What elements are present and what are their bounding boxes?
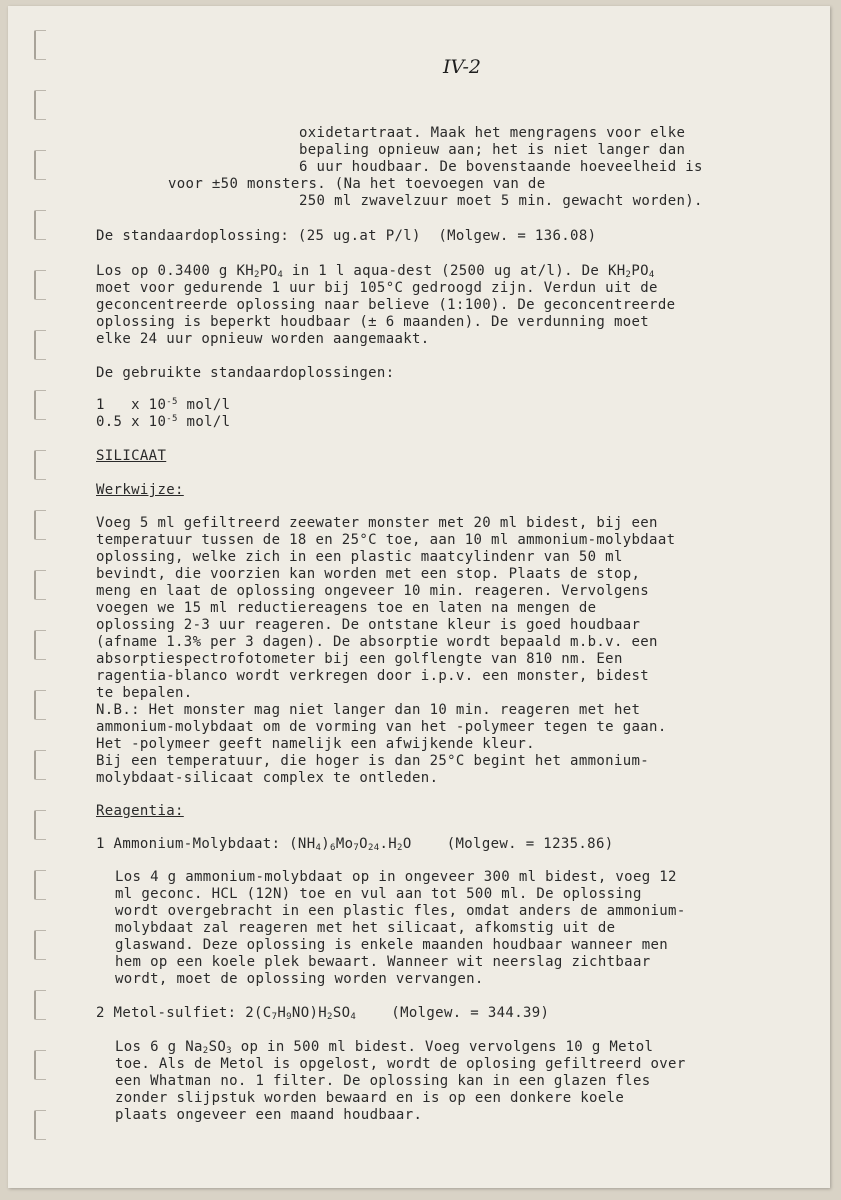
standard-solution-line xyxy=(96,263,655,280)
exponent: -5 xyxy=(166,414,178,424)
punch-hole xyxy=(34,570,46,600)
subscript: 4 xyxy=(648,270,655,280)
werkwijze-line: meng en laat de oplossing ongeveer 10 min. reageren. Vervolgens xyxy=(96,583,650,599)
standard-solution-line: oplossing is beperkt houdbaar (± 6 maanden). De verdunning moet xyxy=(96,314,650,330)
werkwijze-line: bevindt, die voorzien kan worden met een stop. Plaats de stop, xyxy=(96,566,641,582)
punch-hole xyxy=(34,690,46,720)
reagent-1-line: glaswand. Deze oplossing is enkele maanden houdbaar wanneer men xyxy=(115,937,669,953)
punch-hole xyxy=(34,1050,46,1080)
reagentia-heading: Reagentia: xyxy=(96,803,184,819)
intro-line: 250 ml zwavelzuur moet 5 min. gewacht worden). xyxy=(299,193,703,209)
werkwijze-line: ragentia-blanco wordt verkregen door i.p.v. een monster, bidest xyxy=(96,668,650,684)
silicaat-heading: SILICAAT xyxy=(96,448,167,464)
subscript: 4 xyxy=(277,270,284,280)
subscript: 2 xyxy=(202,1046,209,1056)
werkwijze-line: Bij een temperatuur, die hoger is dan 25°C begint het ammonium- xyxy=(96,753,650,769)
intro-line: voor ±50 monsters. (Na het toevoegen van de xyxy=(168,176,546,192)
text-run: 1 x 10 xyxy=(96,397,167,413)
page-number: IV-2 xyxy=(443,56,481,78)
text-run: NO)H xyxy=(291,1005,328,1021)
punch-hole xyxy=(34,150,46,180)
punch-hole xyxy=(34,270,46,300)
text-run: mol/l xyxy=(177,414,231,430)
text-run: PO xyxy=(259,263,278,279)
used-standards-heading: De gebruikte standaardoplossingen: xyxy=(96,365,395,381)
standard-solution-line: moet voor gedurende 1 uur bij 105°C gedroogd zijn. Verdun uit de xyxy=(96,280,658,296)
subscript: 4 xyxy=(350,1012,357,1022)
text-run: O (Molgew. = 1235.86) xyxy=(402,836,614,852)
reagent-1-heading xyxy=(96,836,614,853)
standard-solution-line: elke 24 uur opnieuw worden aangemaakt. xyxy=(96,331,430,347)
text-run: ) xyxy=(321,836,331,852)
text-run: Los 6 g Na xyxy=(115,1039,203,1055)
punch-hole xyxy=(34,870,46,900)
text-run: PO xyxy=(631,263,649,279)
text-run: (Molgew. = 344.39) xyxy=(356,1005,550,1021)
subscript: 2 xyxy=(327,1012,333,1022)
text-run: .H xyxy=(379,836,398,852)
text-run: 2 Metol-sulfiet: 2(C xyxy=(96,1005,272,1021)
werkwijze-line: Voeg 5 ml gefiltreerd zeewater monster met 20 ml bidest, bij een xyxy=(96,515,658,531)
punch-hole xyxy=(34,330,46,360)
text-run: SO xyxy=(208,1039,227,1055)
reagent-1-line: wordt overgebracht in een plastic fles, omdat anders de ammonium- xyxy=(115,903,686,919)
reagent-2-heading xyxy=(96,1005,549,1022)
text-run: mol/l xyxy=(177,397,231,413)
used-standard-item xyxy=(96,414,230,431)
intro-line: oxidetartraat. Maak het mengragens voor elke xyxy=(299,125,686,141)
subscript: 3 xyxy=(226,1046,232,1056)
punch-hole xyxy=(34,990,46,1020)
text-run: O xyxy=(359,836,368,852)
punch-hole xyxy=(34,810,46,840)
subscript: 2 xyxy=(625,270,632,280)
punch-hole xyxy=(34,1110,46,1140)
subscript: 2 xyxy=(254,270,260,280)
subscript: 24 xyxy=(367,843,380,853)
subscript: 7 xyxy=(271,1012,278,1022)
standard-solution-heading: De standaardoplossing: (25 ug.at P/l) (Molgew. = 136.08) xyxy=(96,228,597,244)
reagent-1-line: molybdaat zal reageren met het silicaat, afkomstig uit de xyxy=(115,920,616,936)
subscript: 2 xyxy=(397,843,403,853)
reagent-2-line: een Whatman no. 1 filter. De oplossing kan in een glazen fles xyxy=(115,1073,651,1089)
reagent-2-line xyxy=(115,1039,653,1056)
text-run: Los op 0.3400 g KH xyxy=(96,263,255,279)
text-run: H xyxy=(277,1005,287,1021)
punch-hole xyxy=(34,210,46,240)
intro-line: bepaling opnieuw aan; het is niet langer dan xyxy=(299,142,686,158)
text-run: 1 Ammonium-Molybdaat: (NH xyxy=(96,836,316,852)
werkwijze-line: te bepalen. xyxy=(96,685,193,701)
werkwijze-line: ammonium-molybdaat om de vorming van het -polymeer tegen te gaan. xyxy=(96,719,667,735)
punch-hole xyxy=(34,390,46,420)
reagent-1-line: wordt, moet de oplossing worden vervangen. xyxy=(115,971,484,987)
werkwijze-line: Het -polymeer geeft namelijk een afwijkende kleur. xyxy=(96,736,535,752)
text-run: Mo xyxy=(335,836,354,852)
reagent-2-line: toe. Als de Metol is opgelost, wordt de oplosing gefiltreerd over xyxy=(115,1056,686,1072)
reagent-1-line: hem op een koele plek bewaart. Wanneer wit neerslag zichtbaar xyxy=(115,954,651,970)
werkwijze-line: N.B.: Het monster mag niet langer dan 10 min. reageren met het xyxy=(96,702,641,718)
werkwijze-heading: Werkwijze: xyxy=(96,482,184,498)
punch-hole xyxy=(34,750,46,780)
werkwijze-line: absorptiespectrofotometer bij een golflengte van 810 nm. Een xyxy=(96,651,623,667)
exponent: -5 xyxy=(166,397,178,407)
reagent-1-line: ml geconc. HCL (12N) toe en vul aan tot 500 ml. De oplossing xyxy=(115,886,642,902)
punch-hole xyxy=(34,510,46,540)
werkwijze-line: molybdaat-silicaat complex te ontleden. xyxy=(96,770,439,786)
subscript: 9 xyxy=(286,1012,292,1022)
werkwijze-line: temperatuur tussen de 18 en 25°C toe, aan 10 ml ammonium-molybdaat xyxy=(96,532,676,548)
text-run: SO xyxy=(332,1005,351,1021)
punch-hole xyxy=(34,930,46,960)
standard-solution-line: geconcentreerde oplossing naar believe (1:100). De geconcentreerde xyxy=(96,297,676,313)
subscript: 7 xyxy=(353,843,360,853)
subscript: 6 xyxy=(330,843,336,853)
subscript: 4 xyxy=(315,843,322,853)
text-run: 0.5 x 10 xyxy=(96,414,167,430)
text-run: op in 500 ml bidest. Voeg vervolgens 10 g Metol xyxy=(231,1039,654,1055)
reagent-2-line: plaats ongeveer een maand houdbaar. xyxy=(115,1107,423,1123)
intro-line: 6 uur houdbaar. De bovenstaande hoeveelheid is xyxy=(299,159,703,175)
used-standard-item xyxy=(96,397,230,414)
punch-hole xyxy=(34,630,46,660)
punch-hole xyxy=(34,30,46,60)
punch-hole xyxy=(34,450,46,480)
werkwijze-line: oplossing, welke zich in een plastic maatcylindenr van 50 ml xyxy=(96,549,623,565)
punch-hole xyxy=(34,90,46,120)
reagent-1-line: Los 4 g ammonium-molybdaat op in ongeveer 300 ml bidest, voeg 12 xyxy=(115,869,677,885)
werkwijze-line: voegen we 15 ml reductiereagens toe en laten na mengen de xyxy=(96,600,597,616)
reagent-2-line: zonder slijpstuk worden bewaard en is op een donkere koele xyxy=(115,1090,625,1106)
werkwijze-line: (afname 1.3% per 3 dagen). De absorptie wordt bepaald m.b.v. een xyxy=(96,634,658,650)
text-run: in 1 l aqua-dest (2500 ug at/l). De KH xyxy=(283,263,626,279)
werkwijze-line: oplossing 2-3 uur reageren. De ontstane kleur is goed houdbaar xyxy=(96,617,641,633)
